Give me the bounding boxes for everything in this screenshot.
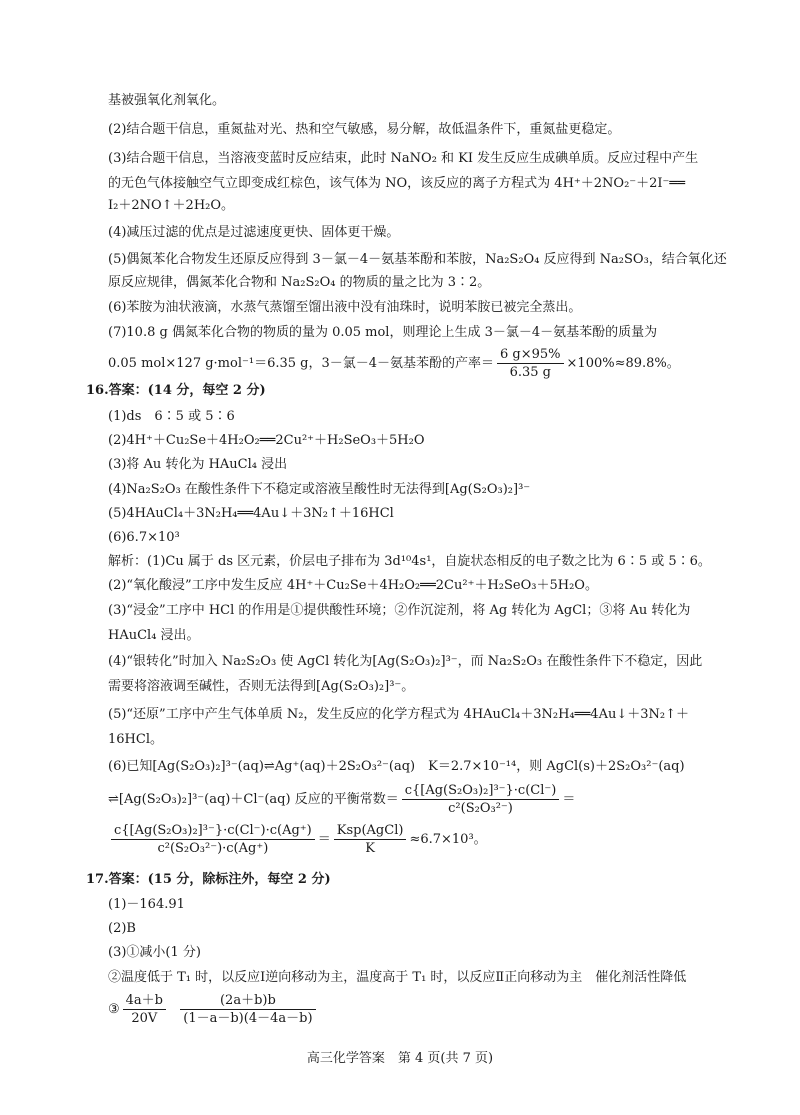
q15-line-8: (6)苯胺为油状液滴，水蒸气蒸馏至馏出液中没有油珠时，说明苯胺已被完全蒸出。	[108, 300, 582, 315]
q16-header: 16.答案：(14 分，每空 2 分)	[86, 383, 266, 398]
q16-answer-5: (5)4HAuCl₄＋3N₂H₄══4Au↓＋3N₂↑＋16HCl	[108, 506, 394, 521]
q16-k-numerator-2: c{[Ag(S₂O₃)₂]³⁻}·c(Cl⁻)·c(Ag⁺)	[111, 822, 315, 840]
q17-answer-5-marker: ③	[108, 1002, 120, 1017]
q16-explain-7: (5)“还原”工序中产生气体单质 N₂，发生反应的化学方程式为 4HAuCl₄＋3N₂H₄══4Au↓＋3N₂↑＋	[108, 707, 689, 722]
q15-line-9: (7)10.8 g 偶氮苯化合物的物质的量为 0.05 mol，则理论上生成 3－氯－4－氨基苯酚的质量为	[108, 325, 658, 340]
q16-explain-10	[108, 782, 575, 817]
q17-fraction-2	[180, 992, 315, 1027]
q16-answer-6: (6)6.7×10³	[108, 530, 180, 545]
q17-fraction-2-numerator: (2a＋b)b	[180, 992, 315, 1010]
q16-answer-4: (4)Na₂S₂O₃ 在酸性条件下不稳定或溶液呈酸性时无法得到[Ag(S₂O₃)₂]³⁻	[108, 482, 531, 497]
q17-header: 17.答案：(15 分，除标注外，每空 2 分)	[86, 872, 331, 887]
q16-k-numerator-1: c{[Ag(S₂O₃)₂]³⁻}·c(Cl⁻)	[402, 782, 560, 800]
q16-k-equals-2: ＝	[317, 832, 331, 847]
q16-k-denominator-2: c²(S₂O₃²⁻)·c(Ag⁺)	[157, 841, 269, 856]
q15-line-7: 原反应规律，偶氮苯化合物和 Na₂S₂O₄ 的物质的量之比为 3∶2。	[108, 275, 491, 290]
q17-answer-4: ②温度低于 T₁ 时，以反应Ⅰ逆向移动为主，温度高于 T₁ 时，以反应Ⅱ正向移动为主 催化剂活性降低	[108, 970, 687, 985]
q16-answer-1: (1)ds 6∶5 或 5∶6	[108, 409, 235, 424]
q16-explain-8: 16HCl。	[108, 732, 163, 747]
q15-line-6: (5)偶氮苯化合物发生还原反应得到 3－氯－4－氨基苯酚和苯胺，Na₂S₂O₄ 反应得到 Na₂SO₃，结合氧化还	[108, 252, 727, 267]
q16-explain-6: 需要将溶液调至碱性，否则无法得到[Ag(S₂O₃)₂]³⁻。	[108, 679, 415, 694]
q15-yield-numerator: 6 g×95%	[497, 346, 564, 364]
q16-k-result: ≈6.7×10³。	[409, 832, 487, 847]
q17-answer-1: (1)－164.91	[108, 897, 185, 912]
q17-fraction-1	[123, 992, 166, 1027]
q15-line-4: I₂＋2NO↑＋2H₂O。	[108, 198, 235, 213]
q17-answer-3: (3)①减小(1 分)	[108, 945, 201, 960]
q15-yield-denominator: 6.35 g	[509, 365, 551, 380]
q15-line-10	[108, 346, 680, 381]
q16-ksp-denominator: K	[365, 841, 375, 856]
q16-k-fraction-2	[111, 822, 315, 857]
q16-k-denominator-1: c²(S₂O₃²⁻)	[448, 801, 513, 816]
page-footer: 高三化学答案 第 4 页(共 7 页)	[306, 1051, 494, 1066]
q16-explain-9: (6)已知[Ag(S₂O₃)₂]³⁻(aq)⇌Ag⁺(aq)＋2S₂O₃²⁻(aq) K＝2.7×10⁻¹⁴，则 AgCl(s)＋2S₂O₃²⁻(aq)	[108, 759, 685, 774]
q16-k-fraction-3	[334, 822, 407, 857]
q16-k-expression-text: ⇌[Ag(S₂O₃)₂]³⁻(aq)＋Cl⁻(aq) 反应的平衡常数＝	[108, 792, 399, 807]
q15-line-2: (3)结合题干信息，当溶液变蓝时反应结束，此时 NaNO₂ 和 KI 发生反应生成碘单质。反应过程中产生	[108, 151, 699, 166]
q16-explain-1: 解析：(1)Cu 属于 ds 区元素，价层电子排布为 3d¹⁰4s¹，自旋状态相反的电子数之比为 6∶5 或 5∶6。	[108, 554, 711, 569]
q16-explain-3: (3)“浸金”工序中 HCl 的作用是①提供酸性环境；②作沉淀剂，将 Ag 转化为 AgCl；③将 Au 转化为	[108, 603, 691, 618]
q15-line-5: (4)减压过滤的优点是过滤速度更快、固体更干燥。	[108, 225, 400, 240]
q16-explain-5: (4)“银转化”时加入 Na₂S₂O₃ 使 AgCl 转化为[Ag(S₂O₃)₂]³⁻，而 Na₂S₂O₃ 在酸性条件下不稳定，因此	[108, 654, 703, 669]
q15-line-1: (2)结合题干信息，重氮盐对光、热和空气敏感，易分解，故低温条件下，重氮盐更稳定。	[108, 122, 621, 137]
q16-k-equals: ＝	[562, 792, 576, 807]
q16-explain-4: HAuCl₄ 浸出。	[108, 628, 200, 643]
q15-yield-text: 0.05 mol×127 g·mol⁻¹＝6.35 g，3－氯－4－氨基苯酚的产率＝	[108, 356, 495, 371]
q16-k-fraction-1	[402, 782, 560, 817]
q17-answer-2: (2)B	[108, 921, 136, 936]
q17-fraction-2-denominator: (1－a－b)(4－4a－b)	[183, 1011, 313, 1026]
q16-ksp-numerator: Ksp(AgCl)	[334, 822, 407, 840]
q17-fraction-1-denominator: 20V	[131, 1011, 158, 1026]
q17-fraction-1-numerator: 4a＋b	[123, 992, 166, 1010]
q16-explain-11	[108, 822, 487, 857]
q15-yield-fraction	[497, 346, 564, 381]
q16-explain-2: (2)“氧化酸浸”工序中发生反应 4H⁺＋Cu₂Se＋4H₂O₂══2Cu²⁺＋H₂SeO₃＋5H₂O。	[108, 578, 598, 593]
q16-answer-3: (3)将 Au 转化为 HAuCl₄ 浸出	[108, 457, 288, 472]
q15-line-3: 的无色气体接触空气立即变成红棕色，该气体为 NO，该反应的离子方程式为 4H⁺＋2NO₂⁻＋2I⁻══	[108, 176, 686, 191]
q15-yield-result: ×100%≈89.8%。	[566, 356, 680, 371]
q16-answer-2: (2)4H⁺＋Cu₂Se＋4H₂O₂══2Cu²⁺＋H₂SeO₃＋5H₂O	[108, 433, 425, 448]
q15-line-0: 基被强氧化剂氧化。	[108, 93, 226, 108]
q17-answer-5	[108, 992, 319, 1027]
